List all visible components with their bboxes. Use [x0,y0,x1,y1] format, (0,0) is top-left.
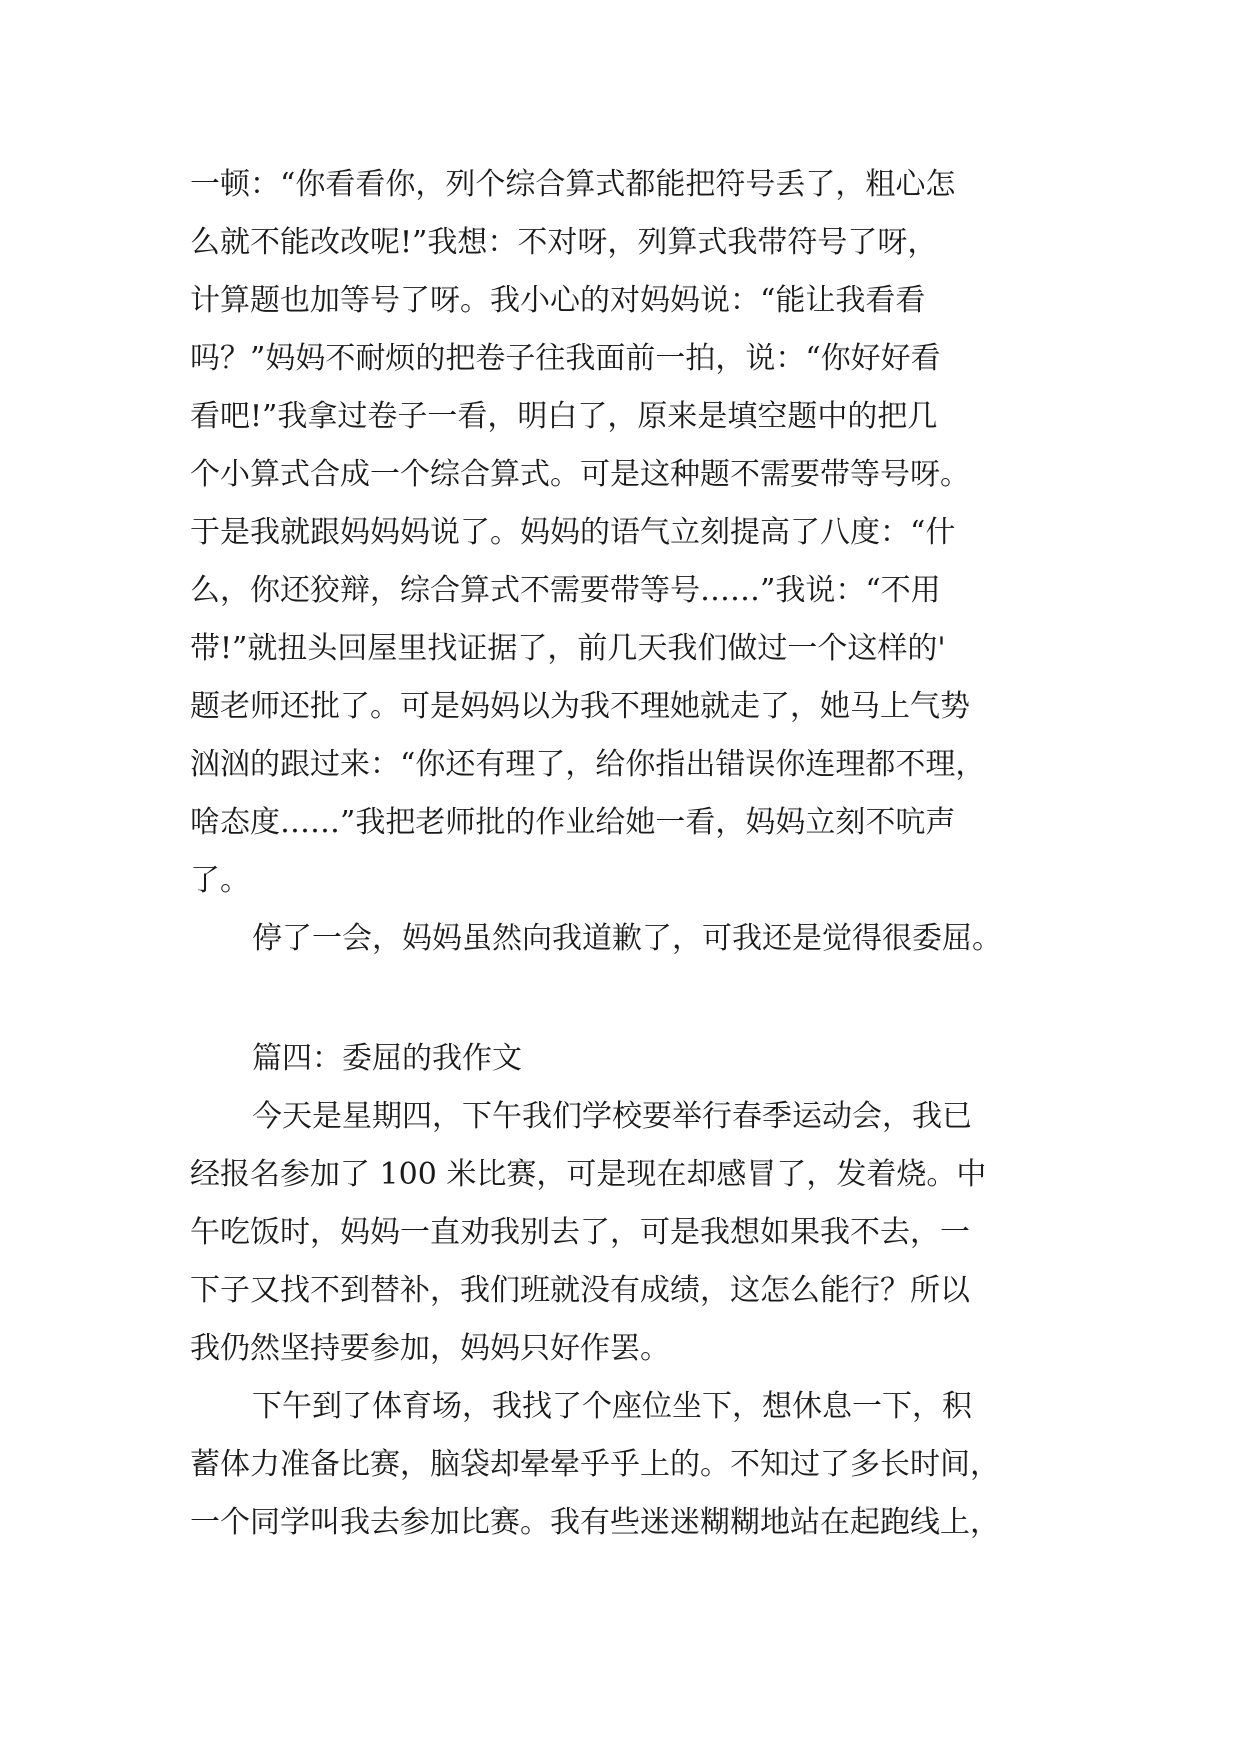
paragraph-line: 我仍然坚持要参加，妈妈只好作罢。 [190,1331,670,1366]
paragraph-line: 了。 [190,863,250,898]
paragraph-line: 今天是星期四，下午我们学校要举行春季运动会，我已 [252,1099,972,1134]
paragraph-line: 啥态度……”我把老师批的作业给她一看，妈妈立刻不吭声 [190,805,956,840]
paragraph-line: 么就不能改改呢!”我想：不对呀，列算式我带符号了呀， [190,225,938,260]
paragraph-line: 个小算式合成一个综合算式。可是这种题不需要带等号呀。 [190,457,970,492]
paragraph-line: 蓄体力准备比赛，脑袋却晕晕乎乎上的。不知过了多长时间， [190,1447,1000,1482]
paragraph-line: 一顿：“你看看你，列个综合算式都能把符号丢了，粗心怎 [190,167,956,202]
paragraph-line: 经报名参加了 100 米比赛，可是现在却感冒了，发着烧。中 [190,1157,987,1192]
paragraph-line: 下午到了体育场，我找了个座位坐下，想休息一下，积 [252,1389,972,1424]
essay-section-four [190,1030,1070,1552]
paragraph-line: 一个同学叫我去参加比赛。我有些迷迷糊糊地站在起跑线上， [190,1505,1000,1540]
section-title: 篇四：委屈的我作文 [252,1041,522,1076]
paragraph-line: 题老师还批了。可是妈妈以为我不理她就走了，她马上气势 [190,689,970,724]
paragraph-line: 看吧!”我拿过卷子一看，明白了，原来是填空题中的把几 [190,399,938,434]
paragraph-line: 汹汹的跟过来：“你还有理了，给你指出错误你连理都不理， [190,747,986,782]
paragraph-line: 么，你还狡辩，综合算式不需要带等号……”我说：“不用 [190,573,941,608]
story-continuation [190,156,1070,968]
paragraph-line: 吗？”妈妈不耐烦的把卷子往我面前一拍，说：“你好好看 [190,341,941,376]
paragraph-line: 于是我就跟妈妈妈说了。妈妈的语气立刻提高了八度：“什 [190,515,956,550]
paragraph-line: 下子又找不到替补，我们班就没有成绩，这怎么能行？所以 [190,1273,970,1308]
paragraph-line: 计算题也加等号了呀。我小心的对妈妈说：“能让我看看 [190,283,926,318]
closing-paragraph: 停了一会，妈妈虽然向我道歉了，可我还是觉得很委屈。 [252,921,1002,956]
paragraph-line: 带!”就扭头回屋里找证据了，前几天我们做过一个这样的' [190,631,946,666]
paragraph-line: 午吃饭时，妈妈一直劝我别去了，可是我想如果我不去，一 [190,1215,970,1250]
